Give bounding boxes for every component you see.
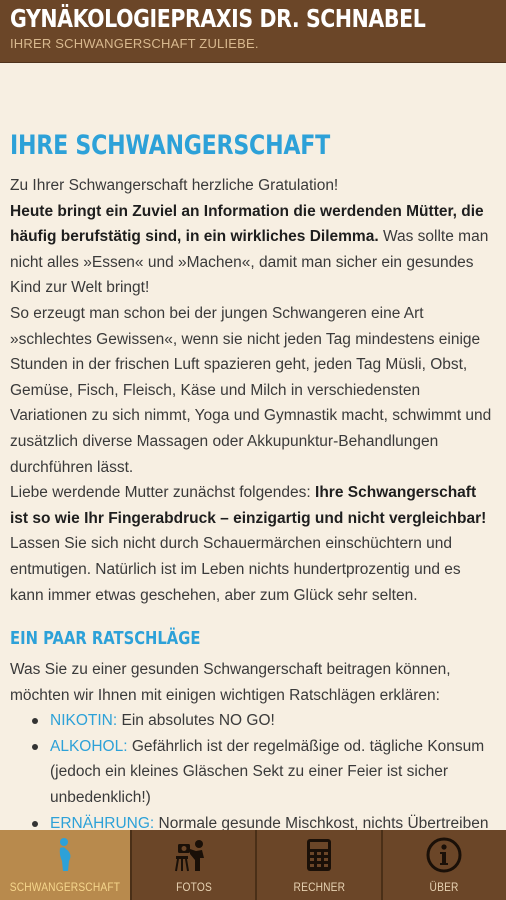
list-item bbox=[50, 708, 496, 734]
tab-label-fotos: FOTOS bbox=[175, 880, 212, 894]
tip-text-nikotin: Ein absolutes NO GO! bbox=[117, 712, 275, 730]
photographer-icon bbox=[174, 836, 214, 874]
tab-label-rechner: RECHNER bbox=[293, 880, 345, 894]
paragraph-reassurance: Lassen Sie sich nicht durch Schauermärchen einschüchtern und entmutigen. Natürlich ist im Leben nichts hundertprozentig und es kann immer etwas geschehen, aber zum Glück sehr selten. bbox=[10, 535, 461, 604]
paragraph-fingerprint bbox=[10, 480, 496, 531]
tab-schwangerschaft[interactable] bbox=[0, 830, 132, 900]
app-title: GYNÄKOLOGIEPRAXIS DR. SCHNABEL bbox=[10, 4, 426, 33]
tip-key-nikotin: NIKOTIN: bbox=[50, 712, 118, 730]
tip-text-alkohol: Gefährlich ist der regelmäßige od. tägliche Konsum (jedoch ein kleines Gläschen Sekt zu einer Feier ist sicher unbedenklich!) bbox=[50, 737, 485, 807]
calculator-icon bbox=[306, 836, 332, 874]
pregnant-woman-icon bbox=[54, 836, 76, 874]
tip-text-ernaehrung: Normale gesunde Mischkost, nichts Übertreiben bbox=[154, 814, 489, 830]
page-heading: IHRE SCHWANGERSCHAFT bbox=[10, 130, 330, 161]
bottom-tab-bar bbox=[0, 830, 506, 900]
list-item bbox=[50, 811, 496, 830]
tab-label-schwangerschaft: SCHWANGERSCHAFT bbox=[9, 880, 121, 894]
tab-label-ueber: ÜBER bbox=[429, 880, 459, 894]
tab-rechner[interactable] bbox=[257, 830, 382, 900]
paragraph-tips-intro: Was Sie zu einer gesunden Schwangerschaft beitragen können, möchten wir Ihnen mit einigen wichtigen Ratschlägen erklären: bbox=[10, 661, 451, 704]
tab-fotos[interactable] bbox=[132, 830, 257, 900]
paragraph-intro bbox=[10, 173, 496, 301]
app-header bbox=[0, 0, 506, 63]
info-icon bbox=[426, 836, 462, 874]
content-scroll-area[interactable] bbox=[0, 62, 506, 830]
paragraph-guilt: So erzeugt man schon bei der jungen Schwangeren eine Art »schlechtes Gewissen«, wenn sie nicht jeden Tag mindestens einige Stunden in der frischen Luft spazieren geht, jeden Tag Müsli, Obst, Gemüse, Fisch, Fleisch, Käse und Milch in verschiedensten Variationen zu sich nimmt, Yoga und Gymnastik macht, schwimmt und zusätzlich diverse Massagen oder Akkupunktur-Behandlungen durchführen lässt. bbox=[10, 304, 492, 476]
list-item bbox=[50, 734, 496, 811]
intro-bold-statement: Heute bringt ein Zuviel an Information die werdenden Mütter, die häufig berufstätig sind, in ein wirkliches Dilemma. bbox=[10, 202, 484, 246]
app-subtitle: IHRER SCHWANGERSCHAFT ZULIEBE. bbox=[10, 36, 259, 51]
section-heading-tips: EIN PAAR RATSCHLÄGE bbox=[10, 628, 201, 650]
tip-key-ernaehrung: ERNÄHRUNG: bbox=[50, 814, 155, 830]
tip-key-alkohol: ALKOHOL: bbox=[50, 737, 128, 755]
fingerprint-lead: Liebe werdende Mutter zunächst folgendes: bbox=[10, 484, 316, 502]
tips-list bbox=[10, 708, 496, 830]
intro-greeting: Zu Ihrer Schwangerschaft herzliche Gratulation! bbox=[10, 177, 339, 194]
fingerprint-bold: Ihre Schwangerschaft ist so wie Ihr Fingerabdruck – einzigartig und nicht vergleichbar! bbox=[10, 484, 487, 527]
intro-continuation: Was sollte man nicht alles »Essen« und »Machen«, damit man sicher ein gesundes Kind zur Welt bringt! bbox=[10, 228, 489, 297]
tab-ueber[interactable] bbox=[383, 830, 506, 900]
